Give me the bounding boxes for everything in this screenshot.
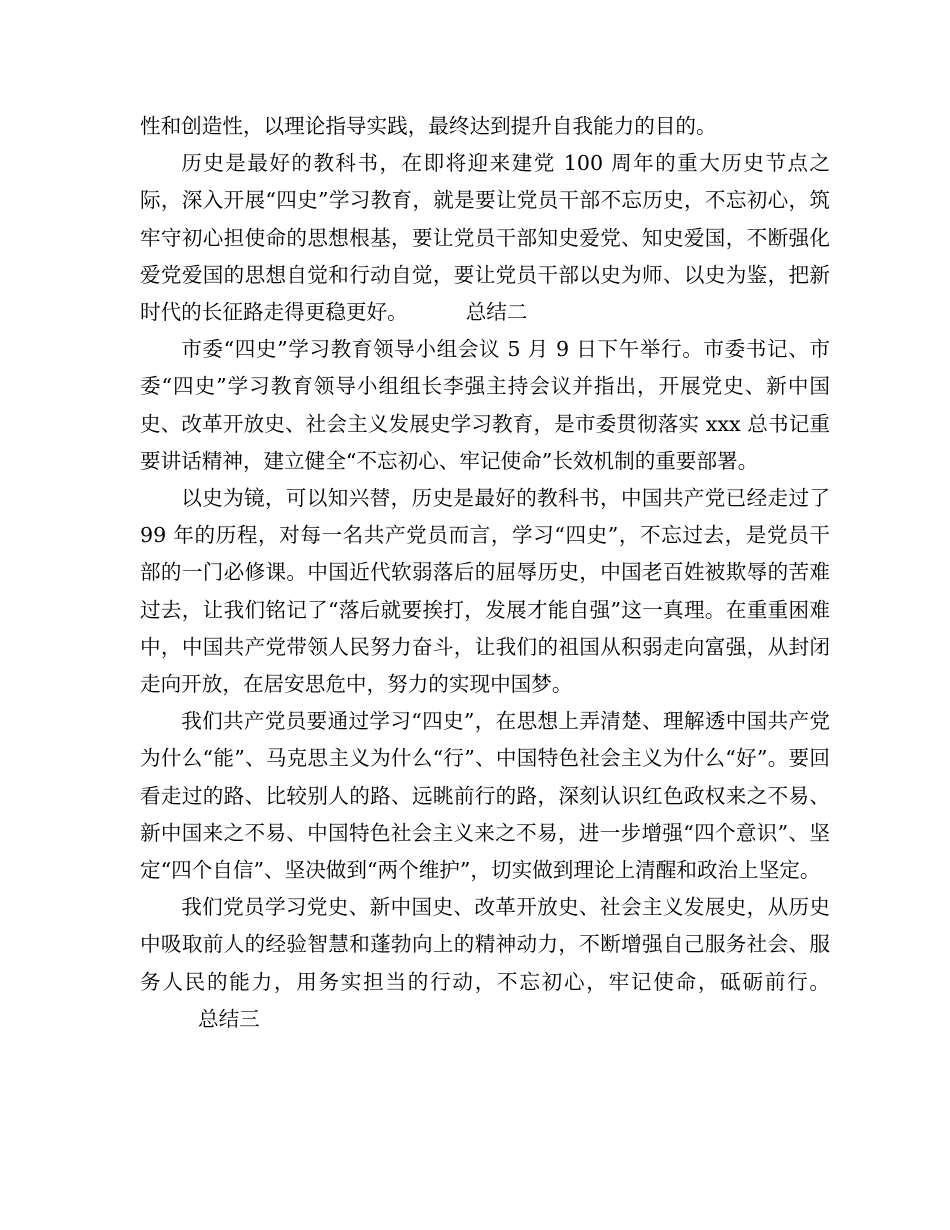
section-heading-summary-2: 总结二 xyxy=(465,300,528,325)
paragraph-4-text: 以史为镜，可以知兴替，历史是最好的教科书，中国共产党已经走过了 99 年的历程，对每一名共产党员而言，学习“四史”，不忘过去，是党员干部的一门必修课。中国近代软弱落后的屈辱历史，中国老百姓被欺辱的苦难过去，让我们铭记了“落后就要挨打，发展才能自强”这一真理。在重重困难中，中国共产党带领人民努力奋斗，让我们的祖国从积弱走向富强，从封闭走向开放，在居安思危中，努力的实现中国梦。 xyxy=(140,486,830,697)
paragraph-1 xyxy=(140,108,830,145)
paragraph-3 xyxy=(140,331,830,480)
paragraph-3-text: 市委“四史”学习教育领导小组会议 5 月 9 日下午举行。市委书记、市委“四史”学习教育领导小组组长李强主持会议并指出，开展党史、新中国史、改革开放史、社会主义发展史学习教育，是市委贯彻落实 xxx 总书记重要讲话精神，建立健全“不忘初心、牢记使命”长效机制的重要部署。 xyxy=(140,337,830,473)
section-heading-summary-3: 总结三 xyxy=(198,1006,260,1031)
paragraph-2-text: 历史是最好的教科书，在即将迎来建党 100 周年的重大历史节点之际，深入开展“四史”学习教育，就是要让党员干部不忘历史，不忘初心，筑牢守初心担使命的思想根基，要让党员干部知史爱党、知史爱国，不断强化爱党爱国的思想自觉和行动自觉，要让党员干部以史为师、以史为鉴，把新时代的长征路走得更稳更好。 xyxy=(140,151,830,325)
paragraph-4 xyxy=(140,480,830,703)
paragraph-5 xyxy=(140,703,830,889)
paragraph-2 xyxy=(140,145,830,331)
paragraph-5-text: 我们共产党员要通过学习“四史”，在思想上弄清楚、理解透中国共产党为什么“能”、马克思主义为什么“行”、中国特色社会主义为什么“好”。要回看走过的路、比较别人的路、远眺前行的路，深刻认识红色政权来之不易、新中国来之不易、中国特色社会主义来之不易，进一步增强“四个意识”、坚定“四个自信”、坚决做到“两个维护”，切实做到理论上清醒和政治上坚定。 xyxy=(140,709,830,883)
paragraph-1-text: 性和创造性，以理论指导实践，最终达到提升自我能力的目的。 xyxy=(140,114,717,138)
paragraph-6 xyxy=(140,889,830,1038)
paragraph-6-text: 我们党员学习党史、新中国史、改革开放史、社会主义发展史，从历史中吸取前人的经验智慧和蓬勃向上的精神动力，不断增强自己服务社会、服务人民的能力，用务实担当的行动，不忘初心，牢记使命，砥砺前行。 xyxy=(140,895,830,994)
document-page xyxy=(140,108,830,1038)
